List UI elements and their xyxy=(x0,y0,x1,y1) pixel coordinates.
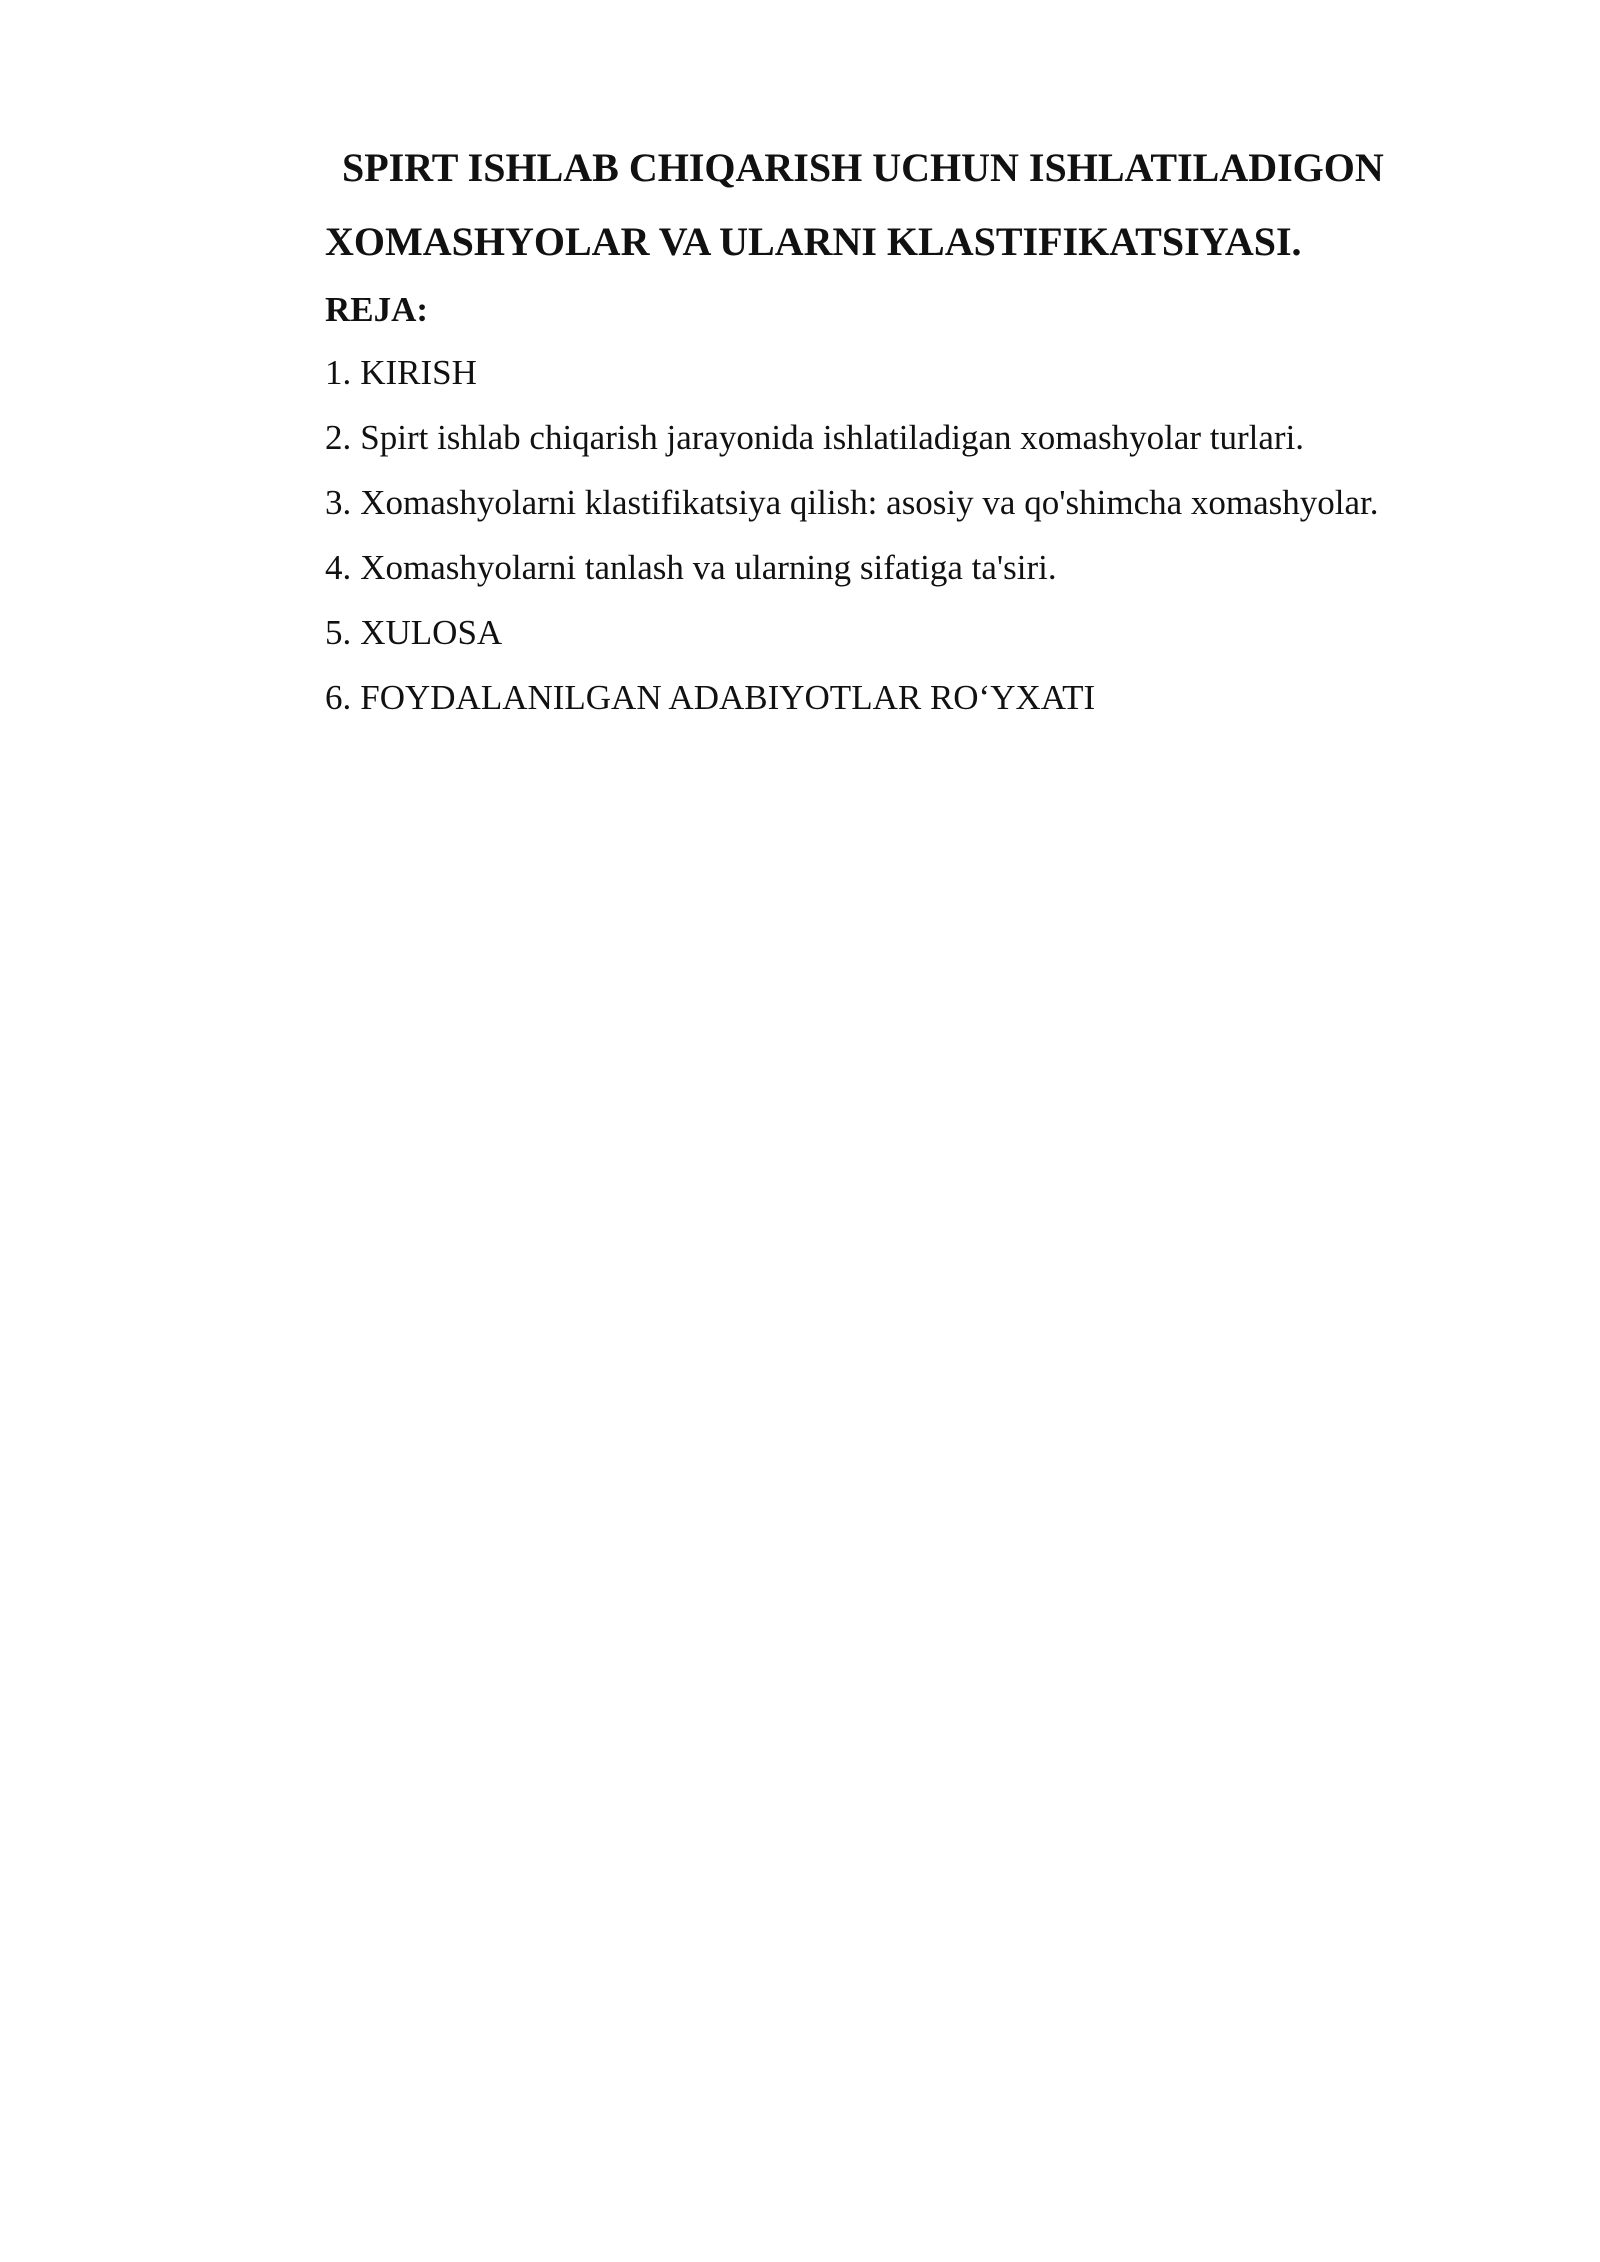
plan-item xyxy=(325,680,1505,715)
plan-item-number: 2. xyxy=(325,418,352,457)
document-content xyxy=(325,145,1505,745)
plan-item xyxy=(325,485,1505,520)
plan-item-text: Xomashyolarni tanlash va ularning sifatiga ta'siri. xyxy=(360,548,1057,587)
plan-list xyxy=(325,355,1505,715)
plan-item-text: FOYDALANILGAN ADABIYOTLAR RO‘YXATI xyxy=(360,678,1096,717)
document-title-line-1: SPIRT ISHLAB CHIQARISH UCHUN ISHLATILADIGON xyxy=(342,145,1384,190)
document-title-line-2: XOMASHYOLAR VA ULARNI KLASTIFIKATSIYASI. xyxy=(325,219,1302,264)
plan-item-text: Xomashyolarni klastifikatsiya qilish: asosiy va qo'shimcha xomashyolar. xyxy=(360,483,1379,522)
plan-item-text: XULOSA xyxy=(360,613,503,652)
plan-item-number: 3. xyxy=(325,483,352,522)
plan-item xyxy=(325,420,1505,455)
plan-item-number: 6. xyxy=(325,678,352,717)
plan-item-number: 4. xyxy=(325,548,352,587)
plan-item-text: Spirt ishlab chiqarish jarayonida ishlatiladigan xomashyolar turlari. xyxy=(360,418,1305,457)
plan-item-number: 1. xyxy=(325,353,352,392)
plan-item xyxy=(325,355,1505,390)
plan-item-text: KIRISH xyxy=(360,353,477,392)
plan-item xyxy=(325,550,1505,585)
plan-item-number: 5. xyxy=(325,613,352,652)
plan-item xyxy=(325,615,1505,650)
plan-heading: REJA: xyxy=(325,290,429,329)
